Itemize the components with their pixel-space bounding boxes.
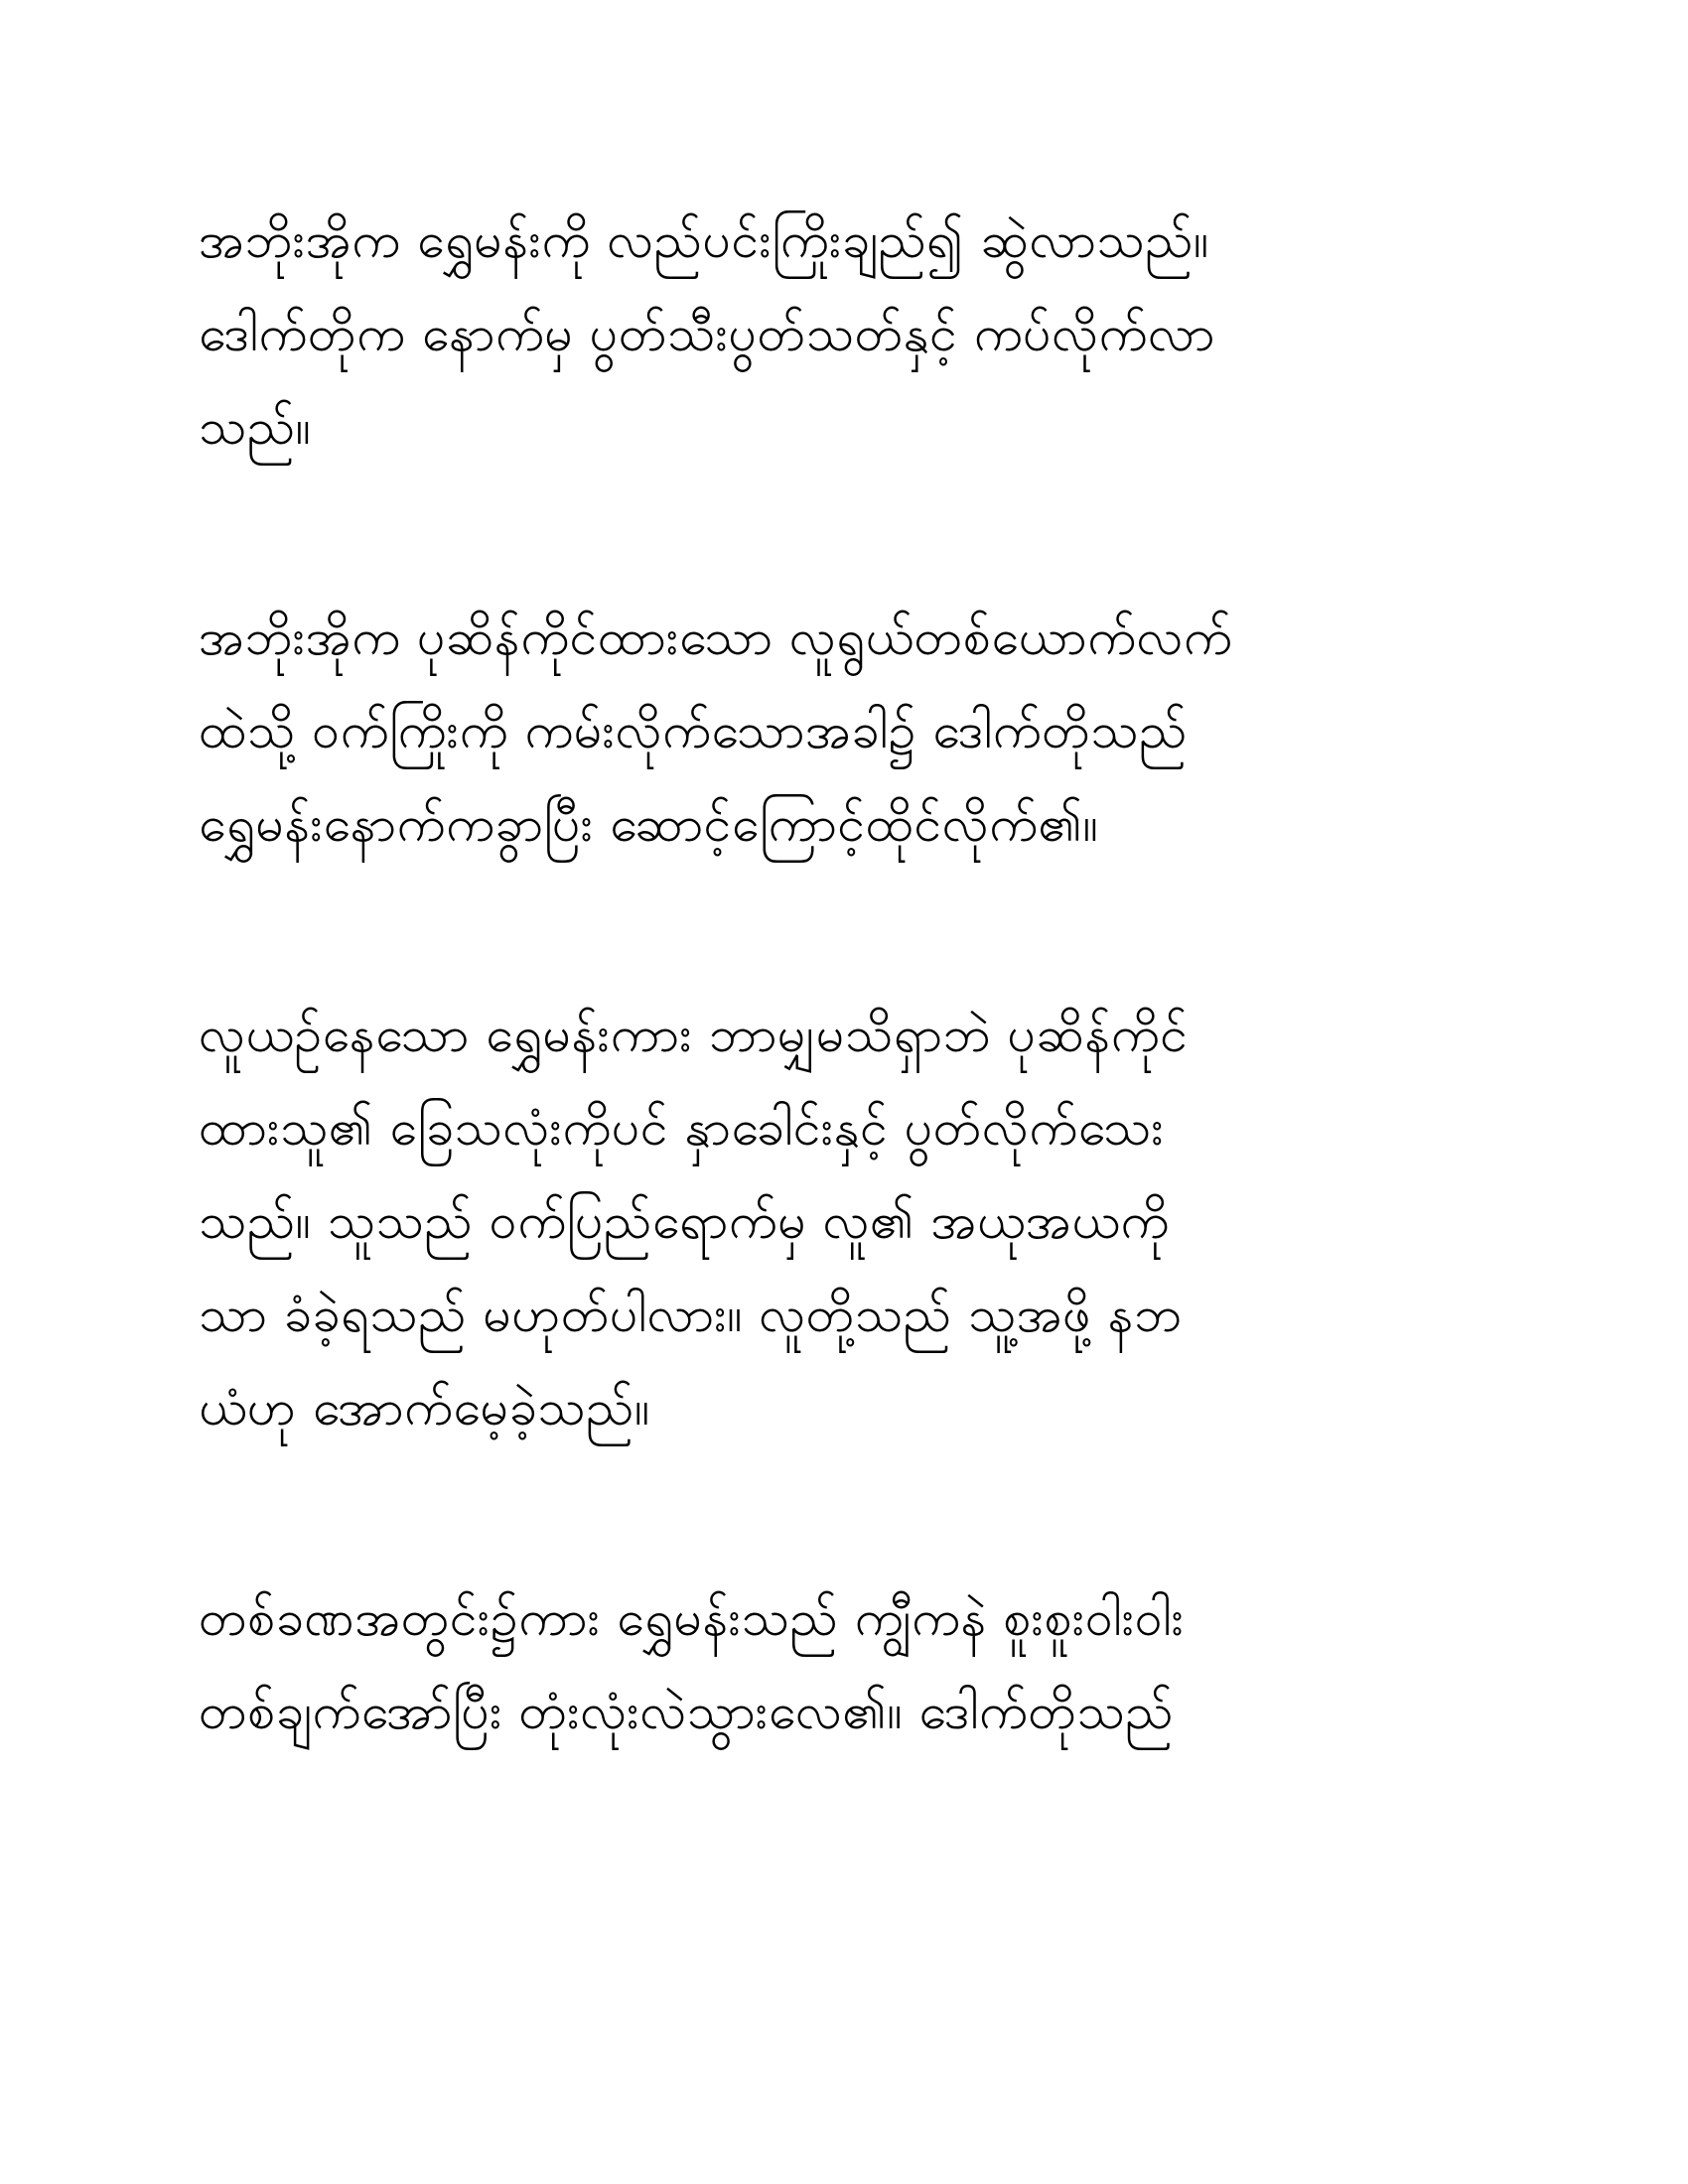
paragraph-line: သည်။ bbox=[199, 398, 312, 456]
paragraph-line: ရွှေမန်းနောက်ကခွာပြီး ဆောင့်ကြောင့်ထိုင်လိုက်၏။ bbox=[199, 795, 1099, 853]
paragraph-1 bbox=[199, 194, 1489, 474]
paragraph-line: တစ်ချက်အော်ပြီး တုံးလုံးလဲသွားလေ၏။ ဒေါက်တိုသည် bbox=[199, 1683, 1175, 1740]
paragraph-line: သည်။ သူသည် ဝက်ပြည်ရောက်မှ လူ၏ အယုအယကို bbox=[199, 1192, 1170, 1250]
paragraph-line: အဘိုးအိုက ပုဆိန်ကိုင်ထားသော လူရွယ်တစ်ယောက်လက် bbox=[199, 609, 1233, 666]
paragraph-line: ထားသူ၏ ခြေသလုံးကိုပင် နှာခေါင်းနှင့် ပွတ်လိုက်သေး bbox=[199, 1099, 1165, 1157]
paragraph-line: ထဲသို့ ဝက်ကြိုးကို ကမ်းလိုက်သောအခါ၌ ဒေါက်တိုသည် bbox=[199, 702, 1188, 759]
paragraph-3 bbox=[199, 988, 1489, 1454]
paragraph-line: အဘိုးအိုက ရွှေမန်းကို လည်ပင်းကြိုးချည်၍ ဆွဲလာသည်။ bbox=[199, 211, 1209, 269]
document-body bbox=[199, 194, 1489, 1875]
paragraph-line: ယံဟု အောက်မေ့ခဲ့သည်။ bbox=[199, 1379, 650, 1436]
paragraph-line: လူယဥ်နေသော ရွှေမန်းကား ဘာမျှမသိရှာဘဲ ပုဆိန်ကိုင် bbox=[199, 1006, 1189, 1063]
paragraph-line: ဒေါက်တိုက နောက်မှ ပွတ်သီးပွတ်သတ်နှင့် ကပ်လိုက်လာ bbox=[199, 305, 1215, 362]
paragraph-2 bbox=[199, 591, 1489, 871]
paragraph-line: တစ်ခဏအတွင်း၌ကား ရွှေမန်းသည် ကျွီကနဲ စူးစူးဝါးဝါး bbox=[199, 1589, 1185, 1647]
paragraph-line: သာ ခံခဲ့ရသည် မဟုတ်ပါလား။ လူတို့သည် သူ့အဖို့ နဘ bbox=[199, 1286, 1183, 1343]
paragraph-4 bbox=[199, 1571, 1489, 1758]
